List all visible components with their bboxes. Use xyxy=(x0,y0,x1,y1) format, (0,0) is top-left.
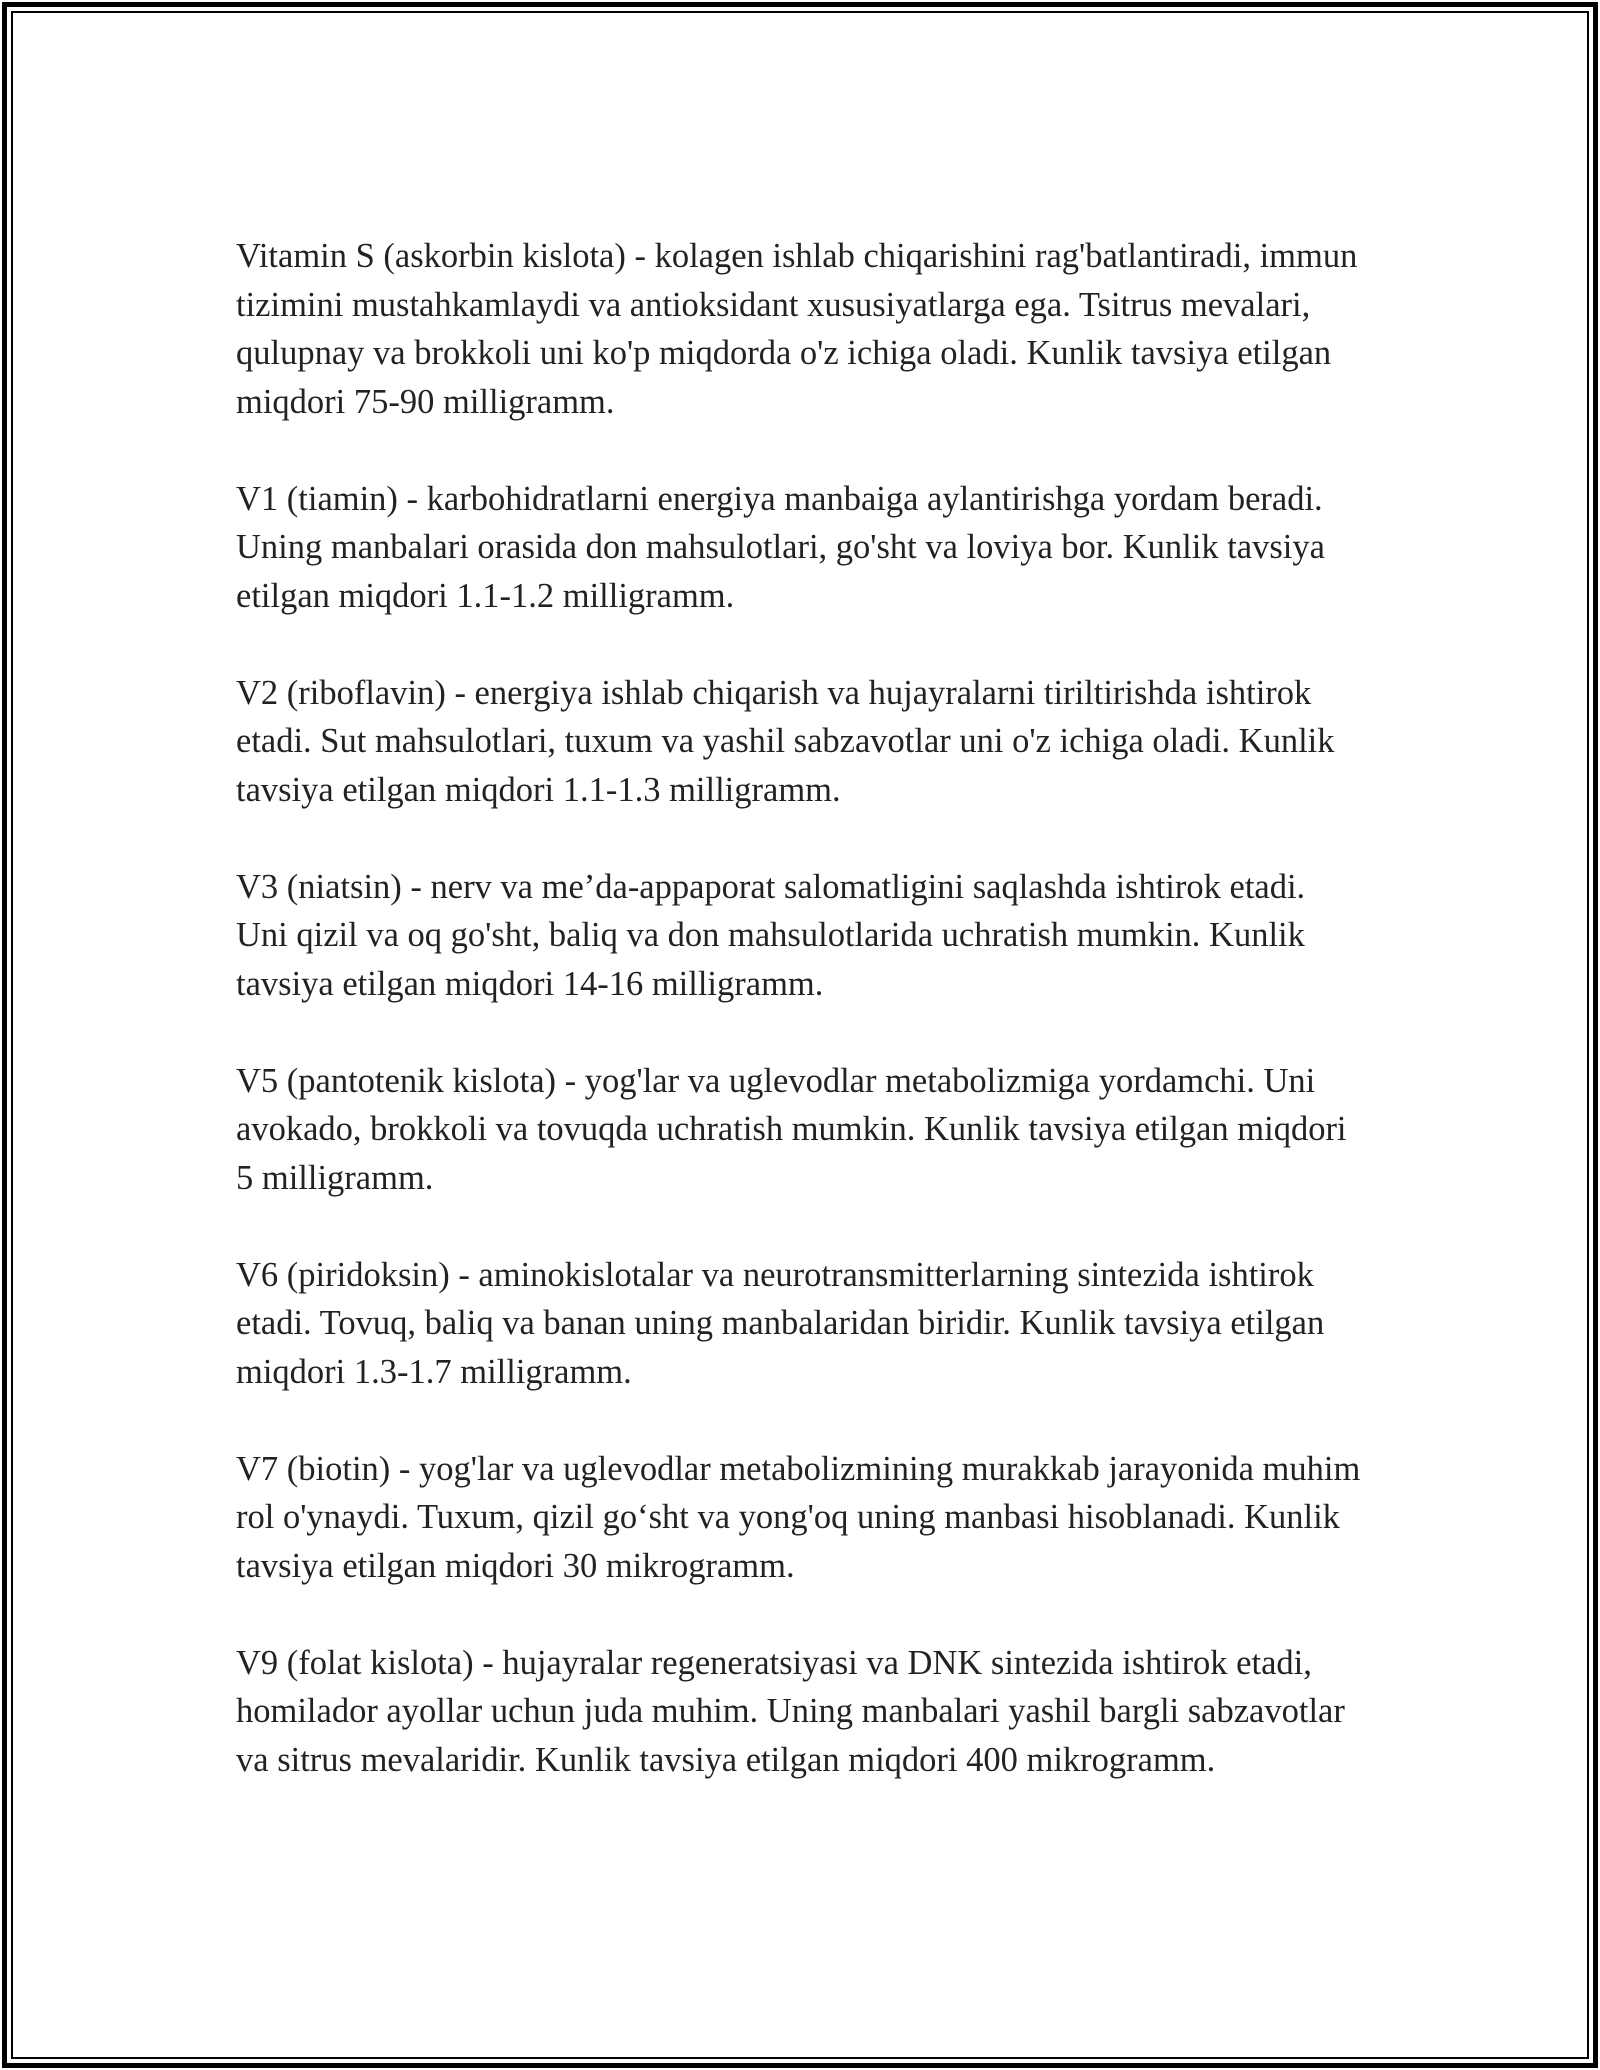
paragraph-vitamin-c: Vitamin S (askorbin kislota) - kolagen ishlab chiqarishini rag'batlantiradi, immun tizimini mustahkamlaydi va antioksidant xususiyatlarga ega. Tsitrus mevalari, qulupnay va brokkoli uni ko'p miqdorda o'z ichiga oladi. Kunlik tavsiya etilgan miqdori 75-90 milligramm. xyxy=(236,237,1358,421)
paragraph-vitamin-b3: V3 (niatsin) - nerv va me’da-appaporat salomatligini saqlashda ishtirok etadi. Uni qizil va oq go'sht, baliq va don mahsulotlarida uchratish mumkin. Kunlik tavsiya etilgan miqdori 14-16 milligramm. xyxy=(236,867,1306,1003)
paragraph-vitamin-b2: V2 (riboflavin) - energiya ishlab chiqarish va hujayralarni tiriltirishda ishtirok etadi. Sut mahsulotlari, tuxum va yashil sabzavotlar uni o'z ichiga oladi. Kunlik tavsiya etilgan miqdori 1.1-1.3 milligramm. xyxy=(236,673,1335,809)
paragraph-vitamin-b5: V5 (pantotenik kislota) - yog'lar va uglevodlar metabolizmiga yordamchi. Uni avokado, brokkoli va tovuqda uchratish mumkin. Kunlik tavsiya etilgan miqdori 5 milligramm. xyxy=(236,1061,1347,1197)
paragraph-vitamin-b7: V7 (biotin) - yog'lar va uglevodlar metabolizmining murakkab jarayonida muhim rol o'ynaydi. Tuxum, qizil go‘sht va yong'oq uning manbasi hisoblanadi. Kunlik tavsiya etilgan miqdori 30 mikrogramm. xyxy=(236,1449,1361,1585)
paragraph-vitamin-b6: V6 (piridoksin) - aminokislotalar va neurotransmitterlarning sintezida ishtirok etadi. Tovuq, baliq va banan uning manbalaridan biridir. Kunlik tavsiya etilgan miqdori 1.3-1.7 milligramm. xyxy=(236,1255,1325,1391)
paragraph-vitamin-b9: V9 (folat kislota) - hujayralar regeneratsiyasi va DNK sintezida ishtirok etadi, homilador ayollar uchun juda muhim. Uning manbalari yashil bargli sabzavotlar va sitrus mevalaridir. Kunlik tavsiya etilgan miqdori 400 mikrogramm. xyxy=(236,1643,1345,1779)
document-body xyxy=(236,232,1364,1833)
paragraph-vitamin-b1: V1 (tiamin) - karbohidratlarni energiya manbaiga aylantirishga yordam beradi. Uning manbalari orasida don mahsulotlari, go'sht va loviya bor. Kunlik tavsiya etilgan miqdori 1.1-1.2 milligramm. xyxy=(236,479,1325,615)
